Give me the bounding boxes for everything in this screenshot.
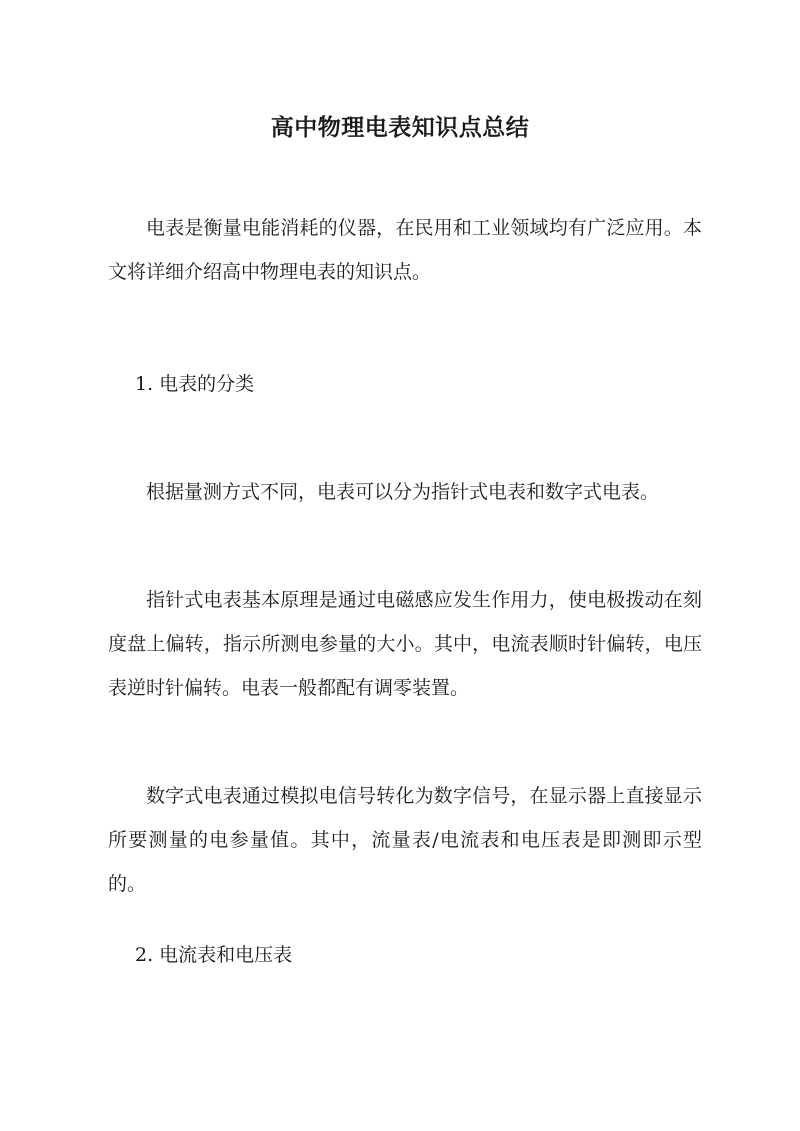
pointer-meter-paragraph: 指针式电表基本原理是通过电磁感应发生作用力，使电极拨动在刻度盘上偏转，指示所测电参量的大小。其中，电流表顺时针偏转，电压表逆时针偏转。电表一般都配有调零装置。 xyxy=(108,589,702,699)
document-title: 高中物理电表知识点总结 xyxy=(270,114,530,142)
section-heading-classification: 1. 电表的分类 xyxy=(135,373,255,395)
section-heading-ammeter-voltmeter: 2. 电流表和电压表 xyxy=(135,944,293,966)
intro-paragraph: 电表是衡量电能消耗的仪器，在民用和工业领域均有广泛应用。本文将详细介绍高中物理电表的知识点。 xyxy=(108,217,702,283)
digital-meter-paragraph: 数字式电表通过模拟电信号转化为数字信号，在显示器上直接显示所要测量的电参量值。其中，流量表/电流表和电压表是即测即示型的。 xyxy=(108,785,702,895)
classification-paragraph: 根据量测方式不同，电表可以分为指针式电表和数字式电表。 xyxy=(146,481,660,503)
